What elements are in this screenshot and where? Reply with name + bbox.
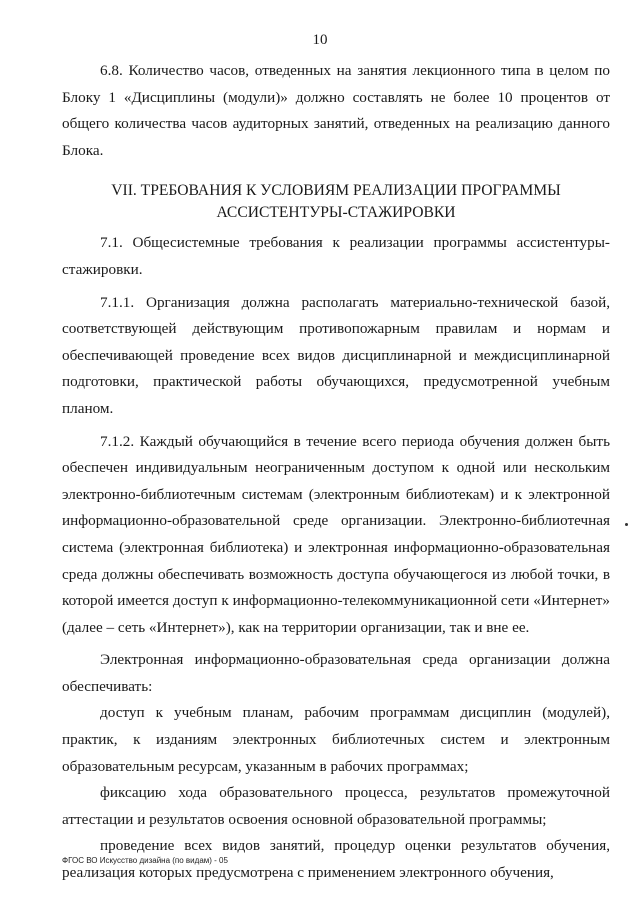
- paragraph-eios-intro: Электронная информационно-образовательная среда организации должна обеспечивать:: [62, 651, 610, 695]
- document-body: [62, 58, 610, 887]
- list-item-conduct: проведение всех видов занятий, процедур оценки результатов обучения, реализация которых предусмотрена с применением электронного обучения,: [62, 837, 610, 882]
- heading-line-2: АССИСТЕНТУРЫ-СТАЖИРОВКИ: [216, 204, 456, 222]
- paragraph-7-1: 7.1. Общесистемные требования к реализации программы ассистентуры-стажировки.: [62, 234, 610, 278]
- list-item-access: доступ к учебным планам, рабочим программам дисциплин (модулей), практик, к изданиям электронных библиотечных систем и электронным образовательным ресурсам, указанным в рабочих программах;: [62, 704, 610, 775]
- paragraph-7-1-2: 7.1.2. Каждый обучающийся в течение всего периода обучения должен быть обеспечен индивидуальным неограниченным доступом к одной или нескольким электронно-библиотечным системам (электронным библиотекам) и к электронной информационно-образовательной среде организации. Электронно-библиотечная система (электронная библиотека) и электронная информационно-образовательная среда должны обеспечивать возможность доступа обучающегося из любой точки, в которой имеется доступ к информационно-телекоммуникационной сети «Интернет» (далее – сеть «Интернет»), как на территории организации, так и вне ее.: [62, 432, 610, 636]
- page-footer: ФГОС ВО Искусство дизайна (по видам) - 05: [62, 856, 228, 865]
- paragraph-6-8: 6.8. Количество часов, отведенных на занятия лекционного типа в целом по Блоку 1 «Дисциплины (модули)» должно составлять не более 10 процентов от общего количества часов аудиторных занятий, отведенных на реализацию данного Блока.: [62, 62, 610, 159]
- scan-dot: [625, 523, 628, 526]
- section-heading: [62, 180, 610, 224]
- heading-line-1: VII. ТРЕБОВАНИЯ К УСЛОВИЯМ РЕАЛИЗАЦИИ ПРОГРАММЫ: [111, 182, 561, 200]
- paragraph-7-1-1: 7.1.1. Организация должна располагать материально-технической базой, соответствующей действующим противопожарным правилам и нормам и обеспечивающей проведение всех видов дисциплинарной и междисциплинарной подготовки, практической работы обучающихся, предусмотренной учебным планом.: [62, 293, 610, 417]
- page-number: 10: [312, 32, 328, 48]
- list-item-fixation: фиксацию хода образовательного процесса, результатов промежуточной аттестации и результатов освоения основной образовательной программы;: [62, 784, 610, 828]
